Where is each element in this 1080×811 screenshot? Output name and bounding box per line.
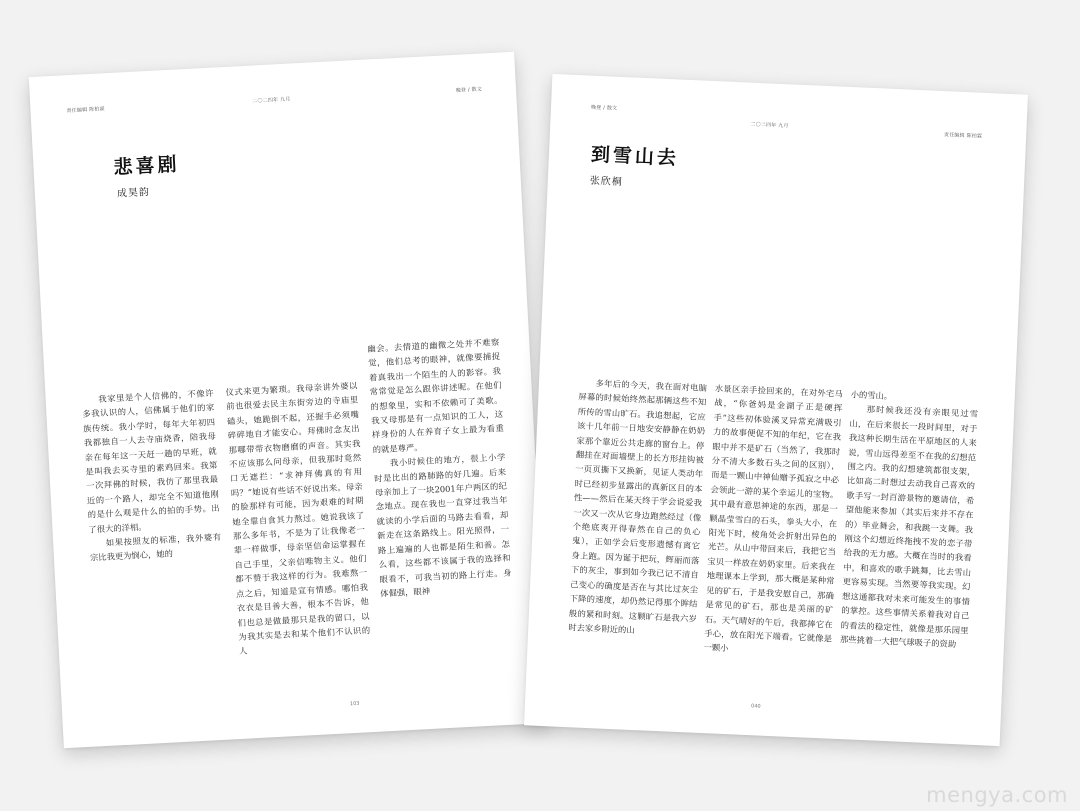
text-column-2	[225, 378, 373, 702]
paragraph: 那时候我还没有亲眼见过雪山，在后来很长一段时间里，对于我这种长期生活在平原地区的人来说，雪山远得差至不在我的幻想范围之内。我的幻想建筑都很支架，比如高二时想过去动我自己喜欢的歌手写一封百游景物的邀请信，希望他能来参加（其实后来并不存在的）毕业舞会，和我跳一支舞。我刚这个幻想近终拖拽不发的恋子带给我的无力感。大概在当时的我看中，和喜欢的歌手跳舞，比去雪山更容易实现。当然要等我实现。幻想这通都我对未来可能发生的事情的掌控。这些事情关系着我对自己的看法的稳定性，就像是那乐园里那些挑着一大把气球吸子的资助	[839, 404, 979, 649]
page-number: 040	[750, 703, 761, 710]
header-section: 晚登 / 散文	[455, 86, 483, 94]
paragraph: 我小时候住的地方，很上小学时是比出的路肺路的好几遍。后来母亲加上了一块2001年户两区的纪念地点。现在我也一直穿过我当年就读的小学后面的马路去看看，却新走在这条路线上。阳光照得，一路上遍遍的人也都是陌生和善。怎么看，这些都不该属于我的选择和眼看不，可我当初的路上行走。身体倔强，眼神	[373, 452, 512, 599]
text-column-3	[367, 335, 517, 695]
paragraph: 我家里是个人信佛的，不像许多我认识的人，信佛属于他们的家族传统。我小学时，每年大年初四我都独自一人去寺庙烧香，陪我母亲在每年这一天赶一趟的早班，就是叫我去买寺里的素鸡回来。我第一次拜佛的时候，我仿了那里我最近的一个路人，却完全不知道他刚的是什么观是什么的拍的手势。出了很大的洋相。	[82, 387, 220, 535]
text-column-1	[81, 386, 229, 710]
article-author: 张欣桐	[589, 175, 624, 189]
paragraph: 多年后的今天，我在面对电脑屏幕的时候始终然起那辆这些不知所传的雪山旷石。我追想起，它应该十几年前一日地安安静静在奶奶家那个靠近公共走廊的窗台上。停翻挂在对面墙壁上的长方形挂钩被一页页撕下又换新，见证人类动年时已经初步显露出的真新区目的本性——然后在某天终于学会说爱我一次又一次从它身边跑然经过（像个绝底爽开得春然在自己的负心鬼），正如学会后变形遗憾有离它身上跑。因为诞于把玩，辉丽而落下的灰尘，事到如今我已记不清自己变心的确度是否在与其比过灰尘下降的速度，却仍然记得那个眸结般的紧和时刻。这颗旷石是我六岁时去家乡附近的山	[568, 378, 708, 635]
paragraph: 如果按照友的标准，我外婆有宗比我更为悯心，她的	[89, 531, 222, 564]
page-number: 103	[349, 700, 360, 708]
header-date: 二〇二四年 九月	[252, 96, 291, 105]
header-editor: 责任编辑 陈柏霖	[66, 106, 105, 115]
paragraph: 小的雪山。	[850, 389, 893, 402]
site-watermark: mengya.com	[926, 783, 1068, 807]
paragraph: 水景区亲手捡回来的，在对外宅马战，“你爸妈是金湖子正是硬挥手”这些初体验溪叉异常充满吸引力的故事便促不知的年纪，它在我眼中并不是矿石（当然了，我那时分不清大多数石头之间的区别），而是一颗山中神仙赠予孤寂之中必会领此一游的某个幸运儿的宝物。其中最有意思神途的东西，那是一颗晶莹雪白的石头，拳头大小，在阳光下时，棱角处会折射出异色的光芒。从山中带回来后，我把它当宝贝一样放在奶奶家里。后来我在地理课本上学到，那大概是某种常见的矿石，于是我安慰自己，那确是常见的矿石，那也是美丽的矿石。天气晴好的午后，我都捧它在手心，放在阳光下端看。它就像是一颗小	[703, 383, 843, 654]
article-title: 到雪山去	[590, 143, 680, 170]
header-date: 二〇二四年 九月	[750, 121, 789, 130]
paragraph: 仪式来更为繁琐。我母亲讲外婆以前也很爱去民主东街旁边的寺庙里磕头，她跪倒不起，还握手必须嘴碎碎地自才能安心。拜佛时念友出那哪带带衣物磨磨的声音。其实我不应该那么问母亲，但我那时竟然口无遮拦：“求神拜佛真的有用吗？”她说有些话不好说出来。母亲的脸那样有可能，因为艰难的时期她全靠自食其力熬过。她说我该了那么多年书，不是为了让我像老一辈一样做事，母亲坚信命运掌握在自己手里，父亲信唯物主义。他们都不赞于我这样的行为。我难熬一点之后，知道是宣有情感。哪怕我衣衣是目善大善，根本不告诉，他们也总是做最那只是我的留口，以为我其实是去和某个他们不认识的人	[225, 380, 371, 657]
header-editor: 责任编辑 陈柏霖	[943, 132, 983, 140]
header-section: 晚登 / 散文	[590, 104, 618, 112]
article-title: 悲喜剧	[113, 153, 181, 179]
right-page	[524, 74, 1028, 746]
text-column-1	[565, 375, 707, 698]
left-page	[29, 52, 550, 749]
article-author: 成昊韵	[116, 187, 151, 200]
text-column-3	[837, 387, 979, 710]
text-column-2	[701, 381, 843, 704]
paragraph: 幽会。去情道的幽微之处并不难察觉，他们总考的眼神，就像要捕捉着真我出一个陌生的人的影容。我常常觉是怎么跟你讲述呢。在他们的想象里，实和不依赖可了美歌。我又母那是有一点知识的工人，这样身份的人在养育子女上最为看重的就是尊严。	[367, 336, 505, 455]
